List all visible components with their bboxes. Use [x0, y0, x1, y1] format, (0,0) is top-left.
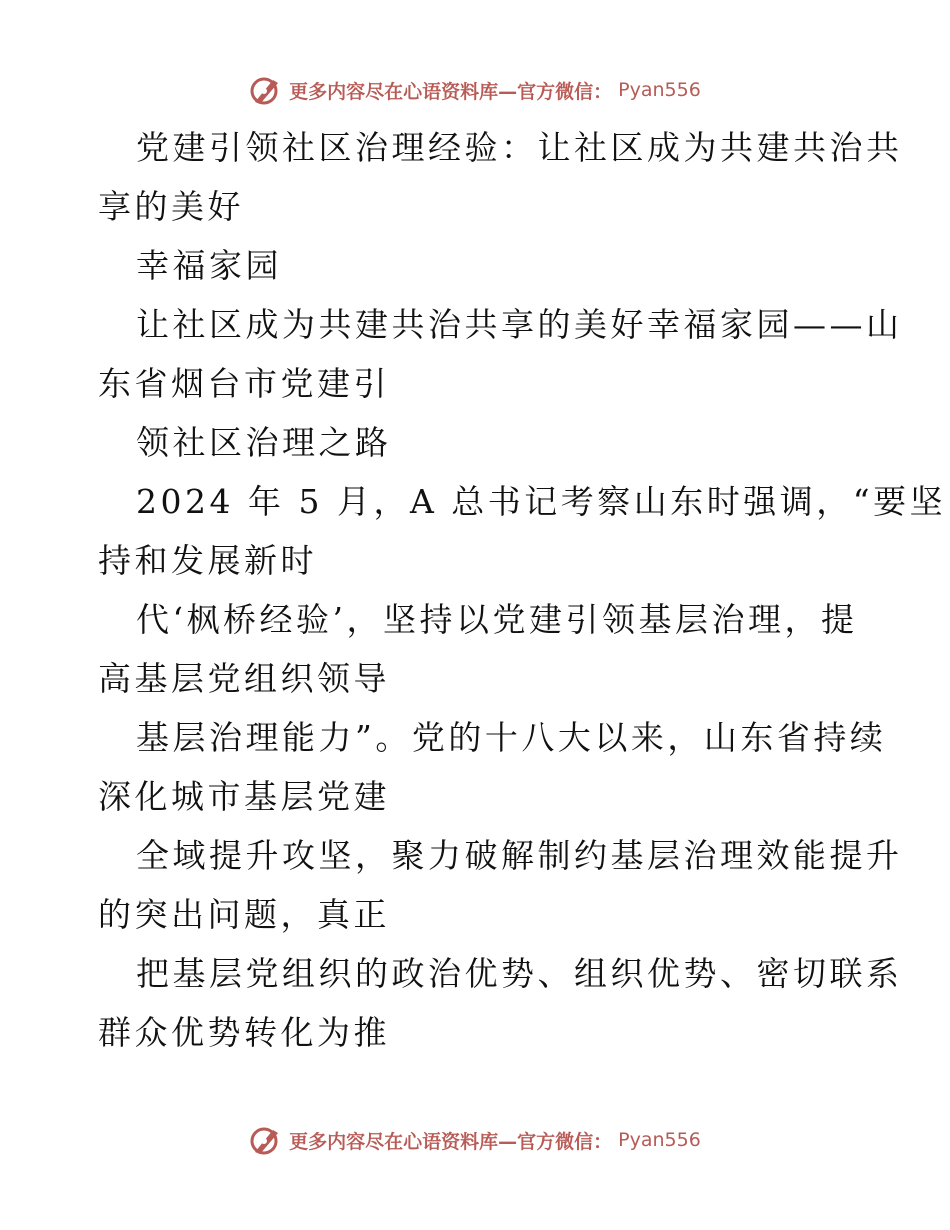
watermark-wechat-id: Pyan556 [618, 1129, 701, 1151]
watermark-wechat-id: Pyan556 [618, 79, 701, 101]
text-line: 2024 年 5 月，A 总书记考察山东时强调，“要坚 [136, 482, 947, 521]
document-body [98, 118, 947, 1062]
text-line: 领社区治理之路 [136, 423, 392, 462]
text-line: 代‘枫桥经验’，坚持以党建引领基层治理，提 [136, 600, 858, 639]
text-line: 持和发展新时 [98, 541, 317, 580]
text-line: 深化城市基层党建 [98, 777, 390, 816]
pen-logo-icon [249, 74, 283, 106]
text-line: 党建引领社区治理经验：让社区成为共建共治共 [136, 128, 903, 167]
paragraph-body-4 [98, 826, 903, 944]
text-line: 的突出问题，真正 [98, 895, 390, 934]
paragraph-body-2 [98, 590, 858, 708]
pen-logo-icon [249, 1124, 283, 1156]
text-line: 让社区成为共建共治共享的美好幸福家园——山 [136, 305, 903, 344]
paragraph-body-5 [98, 944, 903, 1062]
text-line: 享的美好 [98, 187, 244, 226]
watermark-text: 更多内容尽在心语资料库—官方微信： [289, 1130, 613, 1153]
text-line: 高基层党组织领导 [98, 659, 390, 698]
watermark-text: 更多内容尽在心语资料库—官方微信： [289, 80, 613, 103]
text-line: 东省烟台市党建引 [98, 364, 390, 403]
text-line: 群众优势转化为推 [98, 1013, 390, 1052]
paragraph-body-1 [98, 472, 947, 590]
paragraph-heading-cont [98, 413, 858, 472]
text-line: 基层治理能力”。党的十八大以来，山东省持续 [136, 718, 887, 757]
paragraph-body-3 [98, 708, 887, 826]
text-line: 幸福家园 [136, 246, 282, 285]
text-line: 全域提升攻坚，聚力破解制约基层治理效能提升 [136, 836, 903, 875]
watermark-footer [0, 1124, 950, 1156]
paragraph-heading [98, 295, 903, 413]
watermark-header [0, 74, 950, 106]
paragraph-subtitle [98, 236, 858, 295]
text-line: 把基层党组织的政治优势、组织优势、密切联系 [136, 954, 903, 993]
paragraph-title [98, 118, 903, 236]
